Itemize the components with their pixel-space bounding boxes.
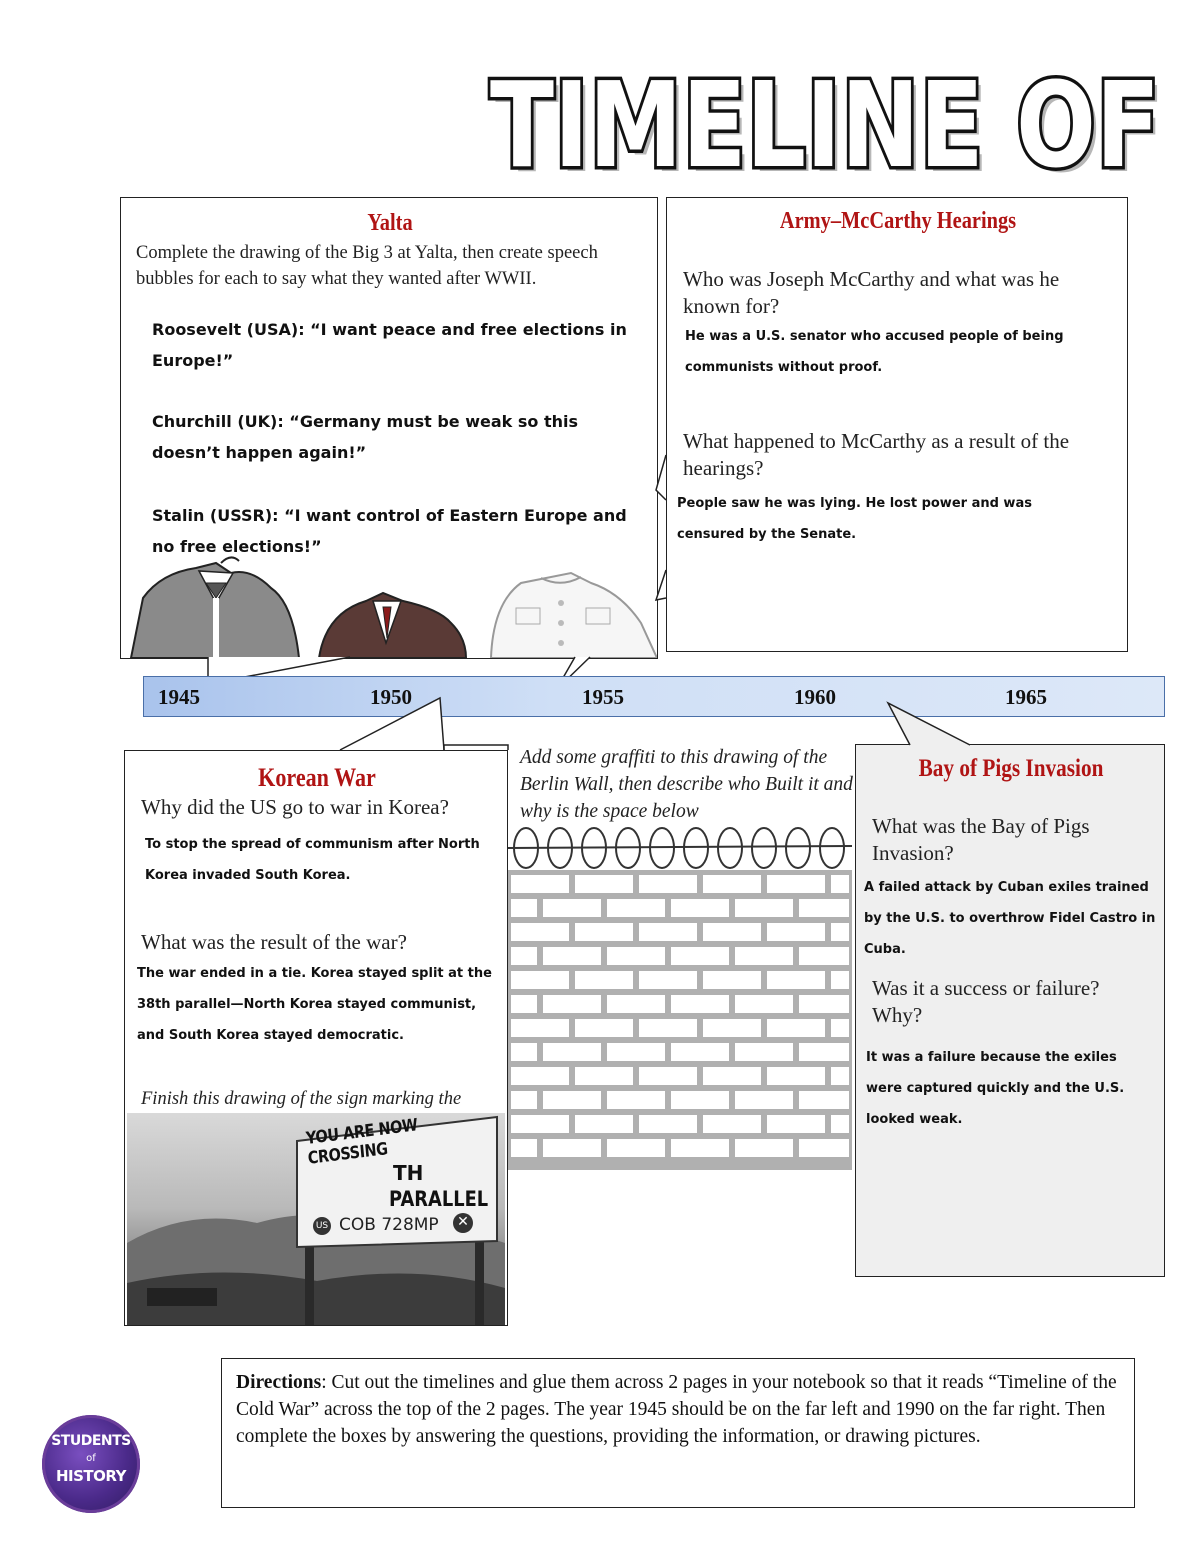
bay-of-pigs-a2: It was a failure because the exiles were captured quickly and the U.S. looked weak. bbox=[866, 1050, 1125, 1127]
korea-a1: To stop the spread of communism after North Korea invaded South Korea. bbox=[145, 837, 480, 883]
logo-line-3: HISTORY bbox=[55, 1467, 126, 1485]
yalta-quote-roosevelt: Roosevelt (USA): “I want peace and free elections in Europe!” bbox=[152, 320, 627, 370]
page-title-text: TIMELINE OF bbox=[490, 56, 1160, 188]
sign-badge bbox=[313, 1217, 331, 1235]
logo-line-1: STUDENTS bbox=[51, 1433, 131, 1449]
barbed-wire-icon bbox=[508, 828, 852, 868]
mccarthy-a2: People saw he was lying. He lost power and was censured by the Senate. bbox=[677, 496, 1032, 542]
year-1945: 1945 bbox=[158, 685, 200, 709]
mccarthy-q2: What happened to McCarthy as a result of the hearings? bbox=[683, 429, 1070, 480]
yalta-instructions: Complete the drawing of the Big 3 at Yalta, then create speech bubbles for each to say what they wanted after WWII. bbox=[136, 243, 598, 289]
berlin-wall-drawing bbox=[508, 826, 852, 1170]
yalta-title: Yalta bbox=[367, 210, 413, 236]
mccarthy-q1: Who was Joseph McCarthy and what was he known for? bbox=[683, 267, 1060, 318]
sign-line-1: YOU ARE NOW CROSSING bbox=[305, 1115, 419, 1169]
korea-drawing-prompt: Finish this drawing of the sign marking the bbox=[141, 1089, 462, 1109]
year-1960: 1960 bbox=[794, 685, 836, 709]
directions-label: Directions bbox=[236, 1372, 322, 1393]
year-1965: 1965 bbox=[1005, 685, 1047, 709]
page-title-shadow: TIMELINE OF bbox=[495, 61, 1165, 188]
korean-war-title: Korean War bbox=[258, 763, 376, 792]
directions-box bbox=[221, 1358, 1135, 1508]
border-sign-photo bbox=[127, 1113, 505, 1325]
sign-emblem-icon: ✕ bbox=[453, 1213, 473, 1233]
yalta-quote-churchill: Churchill (UK): “Germany must be weak so this doesn’t happen again!” bbox=[152, 412, 578, 462]
sign-badge-text: US bbox=[315, 1221, 329, 1231]
korea-q1: Why did the US go to war in Korea? bbox=[141, 795, 449, 819]
year-1950: 1950 bbox=[370, 685, 412, 709]
bay-of-pigs-box bbox=[855, 744, 1165, 1277]
korea-a2: The war ended in a tie. Korea stayed split at the 38th parallel—North Korea stayed communist, and South Korea stayed democratic. bbox=[137, 966, 492, 1043]
students-of-history-logo bbox=[42, 1415, 140, 1513]
korean-war-box bbox=[124, 750, 508, 1326]
sign-line-2: TH bbox=[393, 1161, 424, 1185]
mccarthy-a1: He was a U.S. senator who accused people of being communists without proof. bbox=[685, 329, 1064, 375]
bay-of-pigs-q2: Was it a success or failure? Why? bbox=[872, 976, 1100, 1027]
bay-of-pigs-title: Bay of Pigs Invasion bbox=[918, 755, 1104, 782]
bay-of-pigs-a1: A failed attack by Cuban exiles trained by the U.S. to overthrow Fidel Castro in Cuba. bbox=[864, 880, 1156, 957]
korea-q2: What was the result of the war? bbox=[141, 930, 407, 954]
sign-line-3: PARALLEL bbox=[389, 1187, 489, 1211]
yalta-quote-stalin: Stalin (USSR): “I want control of Eastern Europe and no free elections!” bbox=[152, 506, 627, 556]
directions-text: : Cut out the timelines and glue them across 2 pages in your notebook so that it reads “Timeline of the Cold War” across the top of the 2 pages. The year 1945 should be on the far left and 1990 on the far right. Then complete the boxes by answering the questions, providing the information, or drawing pictures. bbox=[236, 1372, 1117, 1447]
year-1955: 1955 bbox=[582, 685, 624, 709]
logo-line-2: of bbox=[86, 1453, 96, 1464]
bay-of-pigs-q1: What was the Bay of Pigs Invasion? bbox=[872, 814, 1090, 865]
berlin-prompt: Add some graffiti to this drawing of the Berlin Wall, then describe who Built it and why is the space below bbox=[520, 747, 853, 822]
sign-line-4: COB 728MP bbox=[339, 1215, 439, 1235]
mccarthy-title: Army–McCarthy Hearings bbox=[779, 208, 1017, 234]
